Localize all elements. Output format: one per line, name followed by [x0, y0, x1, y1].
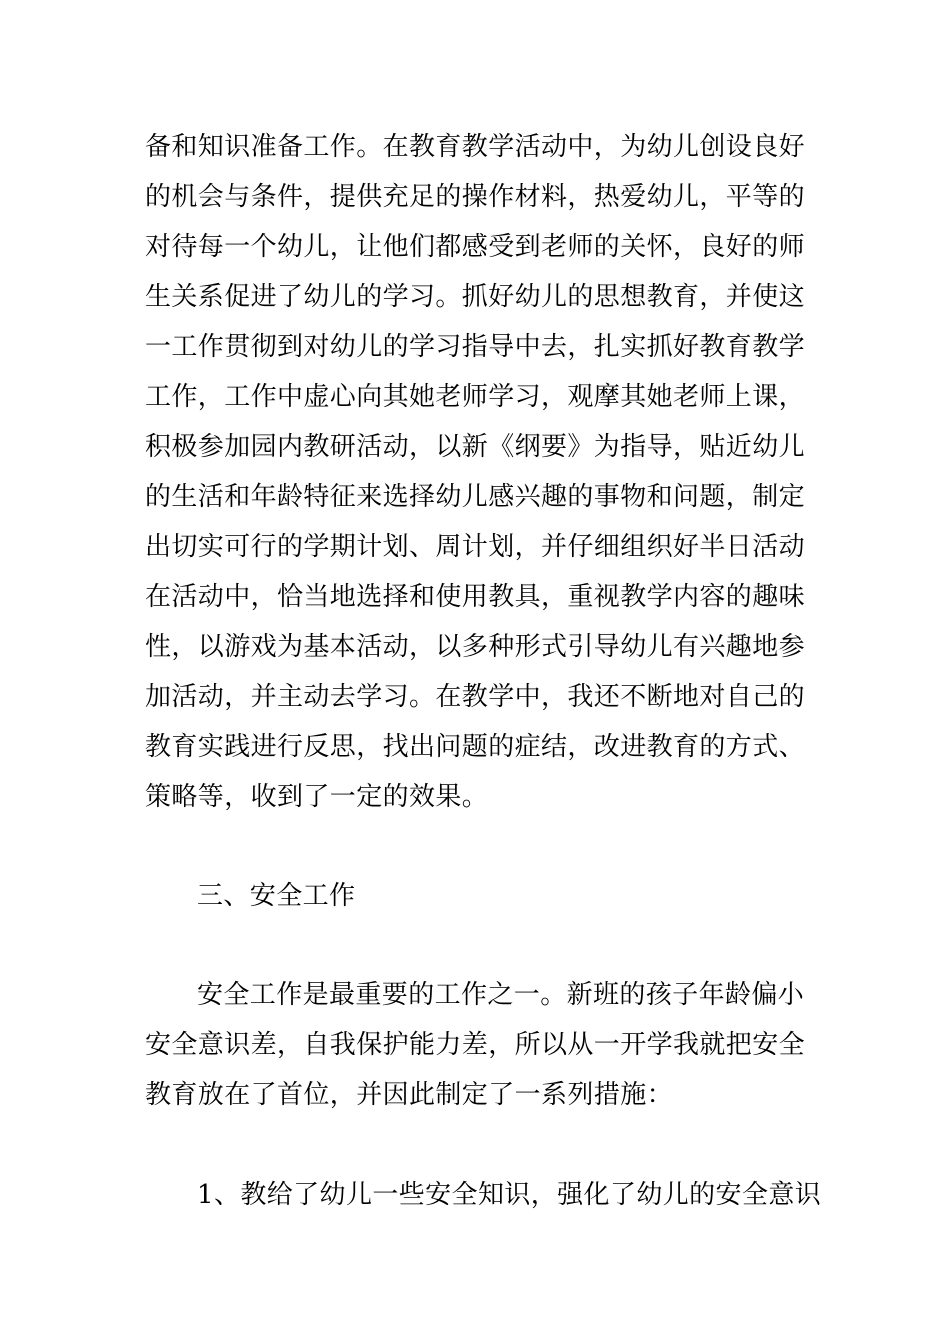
section-heading-safety: [145, 871, 815, 921]
text-line: 加活动，并主动去学习。在教学中，我还不断地对自己的: [145, 682, 806, 712]
text-line: 教育实践进行反思，找出问题的症结，改进教育的方式、: [145, 732, 806, 762]
text-line: 工作，工作中虚心向其她老师学习，观摩其她老师上课，: [145, 382, 806, 412]
text-line: 备和知识准备工作。在教育教学活动中，为幼儿创设良好: [145, 132, 806, 162]
text-line: 生关系促进了幼儿的学习。抓好幼儿的思想教育，并使这: [145, 282, 806, 312]
section-heading: 三、安全工作: [197, 881, 356, 911]
text-line: 一工作贯彻到对幼儿的学习指导中去，扎实抓好教育教学: [145, 332, 806, 362]
text-line: 安全意识差，自我保护能力差，所以从一开学我就把安全: [145, 1030, 806, 1060]
text-line: 性，以游戏为基本活动，以多种形式引导幼儿有兴趣地参: [145, 632, 806, 662]
list-item-safety-knowledge: [145, 1170, 822, 1220]
text-line: 安全工作是最重要的工作之一。新班的孩子年龄偏小: [197, 980, 805, 1010]
paragraph-teaching: [145, 122, 815, 822]
list-item: 1、教给了幼儿一些安全知识，强化了幼儿的安全意识: [197, 1180, 822, 1210]
text-line: 在活动中，恰当地选择和使用教具，重视教学内容的趣味: [145, 582, 806, 612]
text-line: 的机会与条件，提供充足的操作材料，热爱幼儿，平等的: [145, 182, 806, 212]
paragraph-safety: [145, 970, 815, 1120]
text-line: 的生活和年龄特征来选择幼儿感兴趣的事物和问题，制定: [145, 482, 806, 512]
text-line: 策略等，收到了一定的效果。: [145, 782, 489, 812]
text-line: 教育放在了首位，并因此制定了一系列措施：: [145, 1080, 674, 1110]
text-line: 对待每一个幼儿，让他们都感受到老师的关怀，良好的师: [145, 232, 806, 262]
text-line: 出切实可行的学期计划、周计划，并仔细组织好半日活动: [145, 532, 806, 562]
text-line: 积极参加园内教研活动，以新《纲要》为指导，贴近幼儿: [145, 432, 806, 462]
